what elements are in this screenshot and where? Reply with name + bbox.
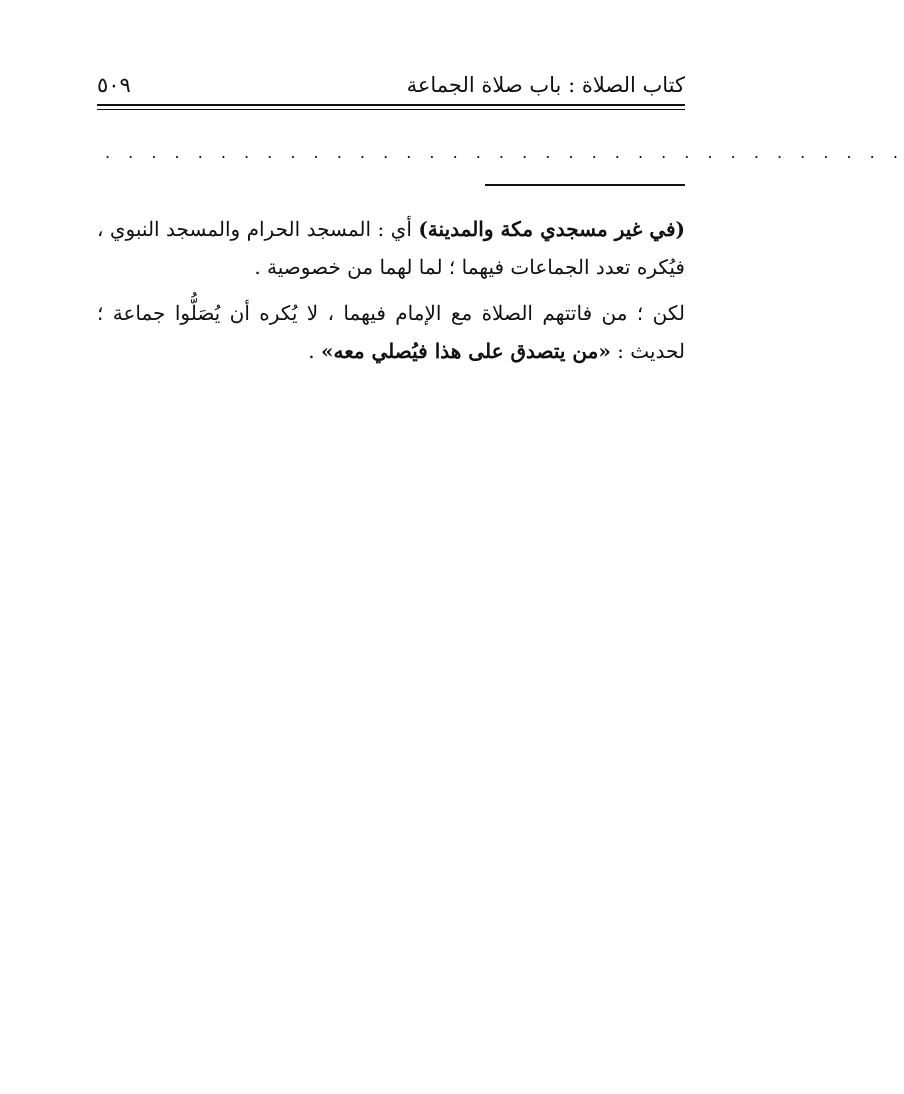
paragraph-2 — [97, 294, 685, 370]
header-rule-thin — [97, 109, 685, 110]
header-rule-thick — [97, 104, 685, 106]
commentary-text — [97, 210, 685, 370]
omitted-text-dots: . . . . . . . . . . . . . . . . . . . . . . . . . . . . . . . . . . . — [105, 143, 904, 162]
page-header — [97, 70, 685, 102]
footnote-separator — [485, 184, 685, 186]
matn-quote: (في غير مسجدي مكة والمدينة) — [418, 217, 686, 241]
hadith-quote: «من يتصدق على هذا فيُصلي معه» — [320, 339, 611, 363]
page-number: ٥٠٩ — [97, 73, 131, 97]
paragraph-1 — [97, 210, 685, 286]
paragraph-2-text: لكن ؛ من فاتتهم الصلاة مع الإمام فيهما ، لا يُكره أن يُصَلُّوا جماعة ؛ لحديث : — [97, 301, 685, 363]
running-title: كتاب الصلاة : باب صلاة الجماعة — [406, 73, 685, 97]
paragraph-2-end: . — [308, 339, 321, 363]
paragraph-1-text: أي : المسجد الحرام والمسجد النبوي ، فيُكره تعدد الجماعات فيهما ؛ لما لهما من خصوصية . — [97, 217, 685, 279]
